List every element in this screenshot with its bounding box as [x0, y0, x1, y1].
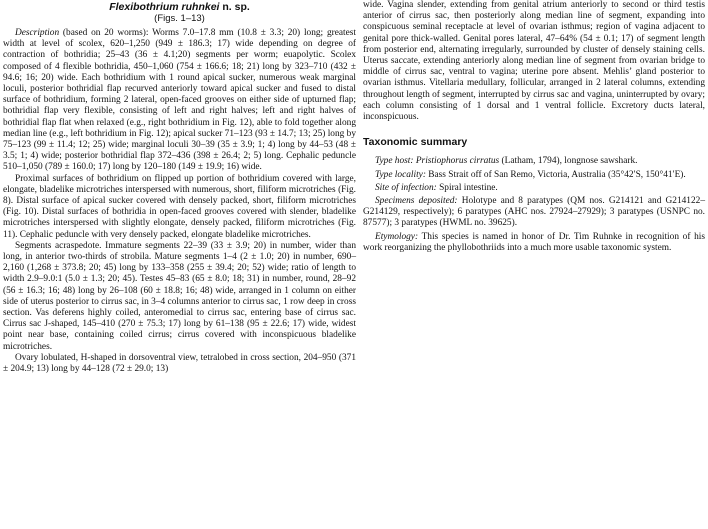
species-name: Flexibothrium ruhnkei	[109, 1, 220, 13]
new-species-marker: n. sp.	[222, 1, 250, 13]
description-text: (based on 20 worms): Worms 7.0–17.8 mm (10.8 ± 3.3; 20) long; greatest width at level of scolex, 620–1,250 (949 ± 186.3; 17) wide depending on degree of contraction of bothridia; 25–43 (36 ± 4.1;20) segments per worm; euapolytic. Scolex composed of 4 flexible bothridia, 450–1,060 (754 ± 166.6; 18; 21) long by 323–710 (432 ± 94.6; 16; 20) wide. Each bothridium with 1 round apical sucker, numerous weak marginal loculi, posterior bothridial flap recurved anteriorly toward apical sucker and fused to distal surface of bothridium, forming 2 lateral, open-faced grooves on either side of upturned flap; bothridial flap very flexible, consisting of left and right halves; left and right halves of bothridial flap flat when relaxed (e.g., right bothridium in Fig. 12), able to fold together along median line (e.g., left bothridium in Fig. 12); apical sucker 71–123 (93 ± 14.7; 13; 25) long by 75–123 (99 ± 11.4; 12; 25) wide; marginal loculi 30–39 (35 ± 3.9; 1; 4) long by 44–53 (48 ± 3.5; 1; 4) wide; posterior bothridial flap 372–436 (398 ± 26.4; 2; 5) long. Cephalic peduncle 510–1,050 (789 ± 160.0; 17) long by 120–180 (149 ± 19.9; 16) wide.	[3, 28, 356, 173]
type-locality-text: Bass Strait off of San Remo, Victoria, Australia (35°42′S, 150°41′E).	[425, 169, 686, 180]
site-text: Spiral intestine.	[436, 182, 498, 193]
type-host-species: Pristiophorus cirratus	[415, 156, 500, 167]
type-locality-entry	[363, 170, 705, 181]
vagina-paragraph: wide. Vagina slender, extending from genital atrium anteriorly to second or third testis anterior of cirrus sac, then posteriorly along median line of segment, expanding into conspicuous seminal receptacle at level of ovarian isthmus; region of vagina adjacent to genital pore thick-walled. Genital pores lateral, 47–64% (54 ± 0.1; 17) of segment length from posterior end, alternating irregularly, surrounded by cluster of densely staining cells. Uterus saccate, extending anteriorly along median line of segment from ovarian bridge to middle of cirrus sac, ventral to vagina; uterine pore absent. Mehlis’ gland posterior to ovarian isthmus. Vitellaria medullary, follicular, arranged in 2 lateral columns, extending throughout length of segment, interrupted by cirrus sac and vagina, uninterrupted by ovary; each column consisting of 1 dorsal and 1 ventral follicle. Excretory ducts lateral, inconspicuous.	[363, 0, 705, 123]
description-label: Description	[15, 28, 60, 38]
type-host-label: Type host:	[375, 156, 414, 167]
microtriches-paragraph: Proximal surfaces of bothridium on flipped up portion of bothridium covered with large, elongate, bladelike microtriches interspersed with numerous, short, filiform microtriches (Fig. 8). Distal surface of apical sucker covered with densely packed, short, filiform microtriches (Fig. 10). Distal surfaces of bothridia in open-faced grooves covered with slender, bladelike microtriches interspersed with slightly elongate, densely packed, filiform microtriches (Fig. 11). Cephalic peduncle with very densely packed, elongate bladelike microtriches.	[3, 173, 356, 240]
type-host-entry	[363, 156, 705, 167]
etymology-entry	[363, 232, 705, 254]
type-locality-label: Type locality:	[375, 169, 426, 180]
specimens-text: Holotype and 8 paratypes (QM nos. G214121 and G214122–G214129, respectively); 6 paratypes (AHC nos. 27924–27929); 3 paratypes (USNPC no. 87577); 3 paratypes (HWML no. 39625).	[363, 196, 705, 229]
specimens-entry	[363, 196, 705, 230]
right-column	[363, 0, 705, 256]
type-host-rest: (Latham, 1794), longnose sawshark.	[499, 156, 638, 167]
specimens-label: Specimens deposited:	[375, 196, 458, 207]
segments-paragraph: Segments acraspedote. Immature segments 22–39 (33 ± 3.9; 20) in number, wider than long, in anterior two-thirds of strobila. Mature segments 1–4 (2 ± 1.0; 20) in number, 690–2,160 (1,268 ± 373.8; 20; 45) long by 133–358 (255 ± 39.4; 20; 52) wide; ratio of length to width 2.9–9.0:1 (5.0 ± 1.3; 20; 45). Testes 45–83 (65 ± 8.0; 18; 31) in number, round, 28–92 (56 ± 16.3; 16; 48) long by 26–108 (60 ± 18.8; 16; 48) wide, arranged in 1 column on either side of uterus posterior to cirrus sac, in 3–4 columns anterior to cirrus sac, 1 row deep in cross section. Vas deferens highly coiled, anteromedial to cirrus sac, entering base of cirrus sac. Cirrus sac J-shaped, 145–410 (270 ± 75.3; 17) long by 61–138 (95 ± 22.6; 17) wide, widest point near base, containing coiled cirrus; cirrus covered with inconspicuous bladelike microtriches.	[3, 240, 356, 352]
etymology-label: Etymology:	[375, 231, 419, 242]
left-column	[3, 0, 356, 375]
description-paragraph	[3, 28, 356, 174]
site-entry	[363, 183, 705, 194]
figure-reference: (Figs. 1–13)	[154, 13, 205, 24]
site-label: Site of infection:	[375, 182, 437, 193]
section-heading: Taxonomic summary	[363, 136, 468, 149]
taxonomic-summary	[363, 156, 705, 254]
ovary-paragraph: Ovary lobulated, H-shaped in dorsoventral view, tetralobed in cross section, 204–950 (371 ± 204.9; 13) long by 44–128 (72 ± 29.0; 13)	[3, 352, 356, 375]
etymology-text: This species is named in honor of Dr. Tim Ruhnke in recognition of his work reorganizing the phyllobothriids into a much more usable taxonomic system.	[363, 231, 705, 253]
species-title	[3, 1, 356, 13]
